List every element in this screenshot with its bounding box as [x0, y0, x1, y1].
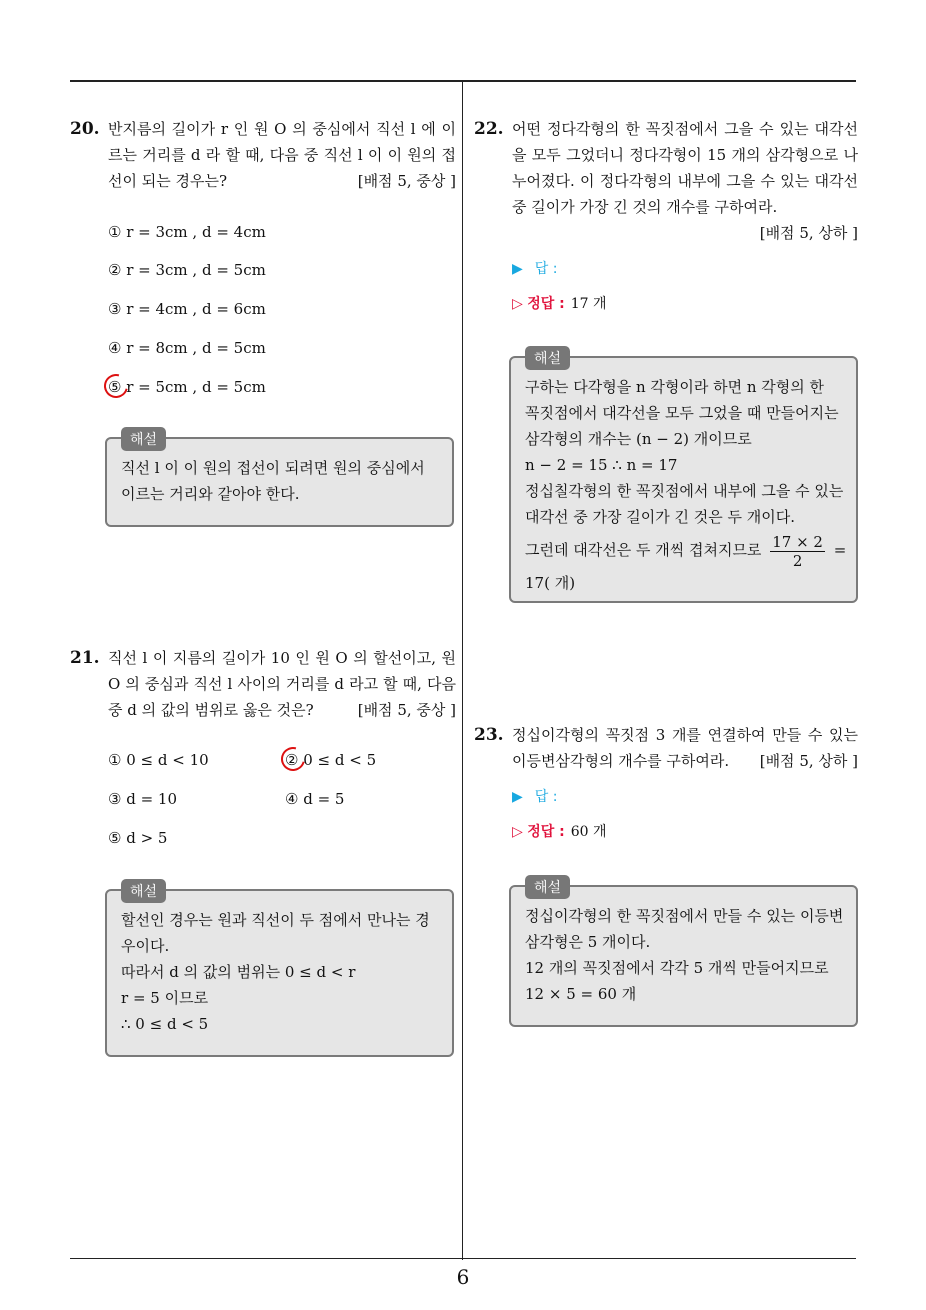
outline-triangle-icon: ▷ [512, 296, 523, 312]
score-meta: [배점 5, 중상 ] [357, 701, 456, 719]
answer-mark-circle [277, 743, 310, 776]
answer-input-row[interactable]: ▶ 답 : [512, 789, 558, 805]
choice-2[interactable]: ② 0 ≤ d < 5 [285, 751, 377, 769]
play-triangle-icon: ▶ [512, 789, 523, 805]
choice-1[interactable]: ① r = 3cm , d = 4cm [108, 223, 266, 241]
question-text: 직선 l 이 지름의 길이가 10 인 원 O 의 할선이고, 원 O 의 중심과 직선 l 사이의 거리를 d 라고 할 때, 다음 중 d 의 값의 범위로 옳은 것은? [배점 5, 중상 ] [108, 645, 456, 723]
question-text: 어떤 정다각형의 한 꼭짓점에서 그을 수 있는 대각선을 모두 그었더니 정다각형이 15 개의 삼각형으로 나누어졌다. 이 정다각형의 내부에 그을 수 있는 대각선 중 길이가 가장 긴 것의 개수를 구하여라. [배점 5, 상하 ] [512, 120, 858, 242]
explanation-tag: 해설 [525, 875, 570, 899]
choice-1[interactable]: ① 0 ≤ d < 10 [108, 751, 209, 769]
top-rule [70, 80, 856, 82]
explanation-text: 정십이각형의 한 꼭짓점에서 만들 수 있는 이등변 삼각형은 5 개이다. 12 개의 꼭짓점에서 각각 5 개씩 만들어지므로 12 × 5 = 60 개 [525, 907, 844, 1003]
choice-5[interactable]: ⑤ d > 5 [108, 829, 168, 847]
explanation-tag: 해설 [121, 879, 166, 903]
answer-mark-circle [100, 370, 133, 403]
explanation-text: 할선인 경우는 원과 직선이 두 점에서 만나는 경 우이다. 따라서 d 의 값의 범위는 0 ≤ d < r r = 5 이므로 ∴ 0 ≤ d < 5 [121, 911, 430, 1033]
choice-3[interactable]: ③ d = 10 [108, 790, 178, 808]
column-divider [462, 82, 463, 1260]
answer-input-row[interactable]: ▶ 답 : [512, 261, 558, 277]
explanation-box [105, 432, 454, 527]
bottom-rule [70, 1258, 856, 1259]
question-21 [70, 645, 456, 723]
explanation-text: 구하는 다각형을 n 각형이라 하면 n 각형의 한 꼭짓점에서 대각선을 모두 그었을 때 만들어지는 삼각형의 개수는 (n − 2) 개이므로 n − 2 = 15 ∴ n = 17 정십칠각형의 한 꼭짓점에서 내부에 그을 수 있는 대각선 중 가장 길이가 긴 것은 두 개이다. 그런데 대각선은 두 개씩 겹쳐지므로 $\frac{17 \times 2}{2}$ = 17( 개) [525, 378, 847, 592]
explanation-box [509, 880, 858, 1027]
play-triangle-icon: ▶ [512, 261, 523, 277]
question-number: 23. [474, 725, 504, 745]
question-23 [474, 722, 858, 774]
page-number: 6 [456, 1265, 470, 1289]
score-meta: [배점 5, 상하 ] [759, 224, 858, 242]
score-meta: [배점 5, 상하 ] [759, 752, 858, 770]
explanation-tag: 해설 [525, 346, 570, 370]
outline-triangle-icon: ▷ [512, 824, 523, 840]
choice-4[interactable]: ④ d = 5 [285, 790, 345, 808]
correct-answer-row: ▷ 정답 : 60 개 [512, 824, 607, 840]
score-meta: [배점 5, 중상 ] [357, 172, 456, 190]
question-number: 20. [70, 119, 100, 139]
explanation-tag: 해설 [121, 427, 166, 451]
question-20 [70, 116, 456, 194]
explanation-text: 직선 l 이 이 원의 접선이 되려면 원의 중심에서 이르는 거리와 같아야 한다. [121, 459, 425, 503]
explanation-box [105, 884, 454, 1057]
choice-3[interactable]: ③ r = 4cm , d = 6cm [108, 300, 266, 318]
question-text: 정십이각형의 꼭짓점 3 개를 연결하여 만들 수 있는 이등변삼각형의 개수를 구하여라. [배점 5, 상하 ] [512, 722, 858, 774]
question-text: 반지름의 길이가 r 인 원 O 의 중심에서 직선 l 에 이르는 거리를 d 라 할 때, 다음 중 직선 l 이 이 원의 접선이 되는 경우는? [배점 5, 중상 ] [108, 116, 456, 194]
question-number: 22. [474, 119, 504, 139]
correct-answer-row: ▷ 정답 : 17 개 [512, 296, 607, 312]
fraction: $\frac{17 \times 2}{2}$ [772, 532, 823, 570]
explanation-box [509, 351, 858, 603]
choice-4[interactable]: ④ r = 8cm , d = 5cm [108, 339, 266, 357]
choice-5[interactable]: ⑤ r = 5cm , d = 5cm [108, 378, 266, 396]
choice-2[interactable]: ② r = 3cm , d = 5cm [108, 261, 266, 279]
question-number: 21. [70, 648, 100, 668]
question-22 [474, 116, 858, 246]
